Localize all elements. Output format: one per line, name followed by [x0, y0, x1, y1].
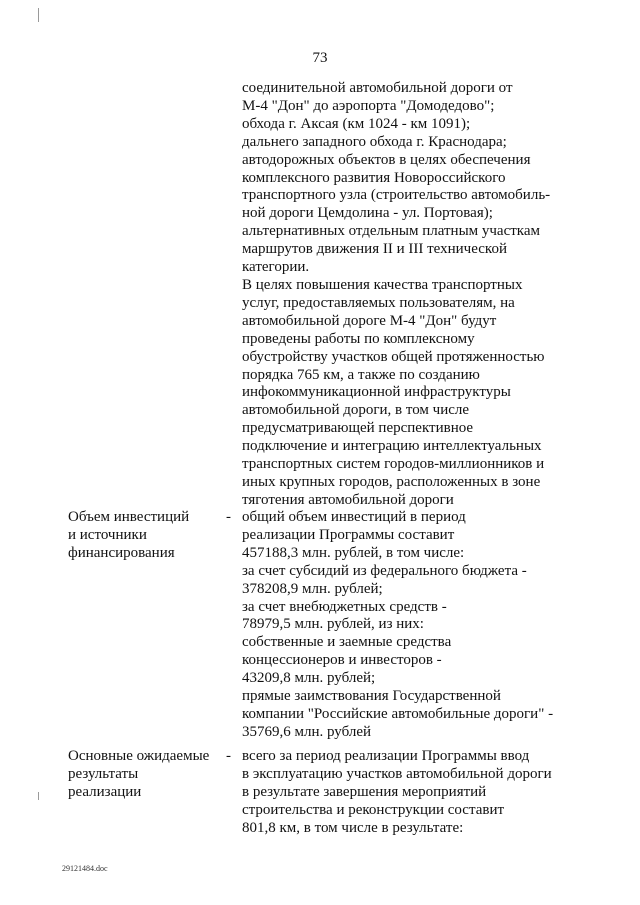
results-content-line: в эксплуатацию участков автомобильной дороги — [242, 765, 552, 782]
results-label-line: реализации — [68, 783, 142, 800]
investment-label-line: и источники — [68, 526, 147, 543]
investment-content-line: 78979,5 млн. рублей, из них: — [242, 616, 424, 633]
intro-text-line: иных крупных городов, расположенных в зоне — [242, 473, 541, 490]
investment-content-line: 457188,3 млн. рублей, в том числе: — [242, 544, 465, 561]
results-content-line: 801,8 км, в том числе в результате: — [242, 819, 464, 836]
intro-text-line: маршрутов движения II и III технической — [242, 241, 507, 258]
margin-scan-mark — [38, 8, 39, 22]
margin-scan-mark — [38, 792, 39, 800]
intro-text-line: проведены работы по комплексному — [242, 330, 475, 347]
results-label-line: Основные ожидаемые — [68, 748, 210, 764]
investment-content-line: общий объем инвестиций в период — [242, 509, 466, 525]
investment-content-line: 43209,8 млн. рублей; — [242, 670, 376, 687]
intro-text-line: порядка 765 км, а также по созданию — [242, 366, 480, 383]
intro-text-line: автомобильной дороге М-4 "Дон" будут — [242, 312, 497, 329]
investment-label-line: Объем инвестиций — [68, 509, 190, 525]
intro-text-line: дальнего западного обхода г. Краснодара; — [242, 133, 507, 150]
footer-filename: 29121484.doc — [62, 864, 108, 873]
investment-content-line: за счет субсидий из федерального бюджета - — [242, 562, 527, 579]
investment-content-line: 35769,6 млн. рублей — [242, 723, 372, 740]
intro-text-line: категории. — [242, 259, 310, 276]
investment-content — [242, 509, 622, 742]
investment-label — [68, 509, 228, 563]
intro-text-line: комплексного развития Новороссийского — [242, 169, 506, 186]
intro-text-line: обхода г. Аксая (км 1024 - км 1091); — [242, 115, 471, 132]
results-label — [68, 748, 228, 802]
investment-content-line: собственные и заемные средства — [242, 634, 452, 651]
results-content-line: в результате завершения мероприятий — [242, 783, 487, 800]
intro-text-line: альтернативных отдельным платным участкам — [242, 223, 541, 240]
results-content-line: всего за период реализации Программы ввод — [242, 748, 530, 764]
intro-text-line: М-4 "Дон" до аэропорта "Домодедово"; — [242, 97, 495, 114]
investment-dash: - — [226, 509, 231, 525]
intro-text-line: соединительной автомобильной дороги от — [242, 80, 513, 96]
results-dash: - — [226, 748, 231, 764]
investment-content-line: концессионеров и инвесторов - — [242, 652, 442, 669]
intro-text-line: транспортных систем городов-миллионников и — [242, 456, 545, 473]
intro-text-line: услуг, предоставляемых пользователям, на — [242, 294, 515, 311]
page-number: 73 — [312, 50, 328, 66]
intro-text-line: предусматривающей перспективное — [242, 420, 474, 437]
intro-text-line: автомобильной дороги, в том числе — [242, 402, 470, 419]
intro-text-line: тяготения автомобильной дороги — [242, 491, 454, 508]
intro-text-line: автодорожных объектов в целях обеспечения — [242, 151, 531, 168]
investment-content-line: 378208,9 млн. рублей; — [242, 580, 383, 597]
intro-text-line: инфокоммуникационной инфраструктуры — [242, 384, 511, 401]
results-content — [242, 748, 622, 838]
investment-label-line: финансирования — [68, 544, 175, 561]
intro-text-line: подключение и интеграцию интеллектуальных — [242, 438, 542, 455]
intro-text-line: ной дороги Цемдолина - ул. Портовая); — [242, 205, 493, 222]
investment-content-line: компании "Российские автомобильные дороги" - — [242, 705, 554, 722]
intro-text-block — [242, 80, 622, 510]
investment-content-line: прямые заимствования Государственной — [242, 688, 501, 705]
investment-content-line: реализации Программы составит — [242, 526, 455, 543]
results-content-line: строительства и реконструкции составит — [242, 801, 505, 818]
intro-text-line: обустройству участков общей протяженностью — [242, 348, 545, 365]
intro-text-line: транспортного узла (строительство автомобиль- — [242, 187, 551, 204]
intro-text-line: В целях повышения качества транспортных — [242, 276, 523, 293]
investment-content-line: за счет внебюджетных средств - — [242, 598, 447, 615]
results-label-line: результаты — [68, 765, 139, 782]
